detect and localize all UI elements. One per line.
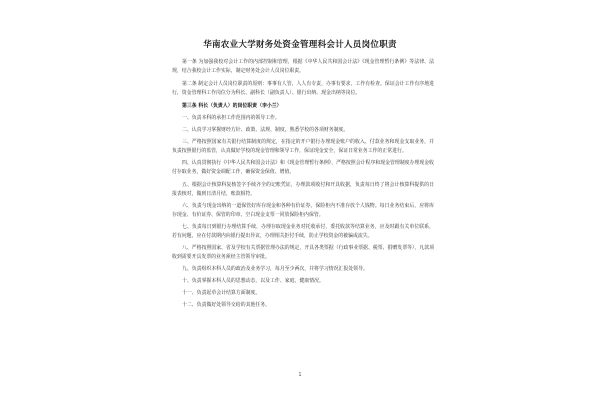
article-3-heading: 第三条 科长（负责人）的岗位职责（李小兰） [182,103,282,110]
duty-item: 六、负责与现金出纳的一道保管好库存现金和各种有价证券。保险柜内不准存放个人钱物。每日业务结束后，应将库存现金、有价证券、保管的印章、空白现金支票一同放保险柜内保管。 [172,202,434,218]
article-1: 第一条 为加强我校对会计工作的内部控制和管理，根据《中华人民共和国会计法》《现金管理暂行条例》等法律、法规，结合我校会计工作实际，制定财务处会计人员岗位职责。 [172,59,434,75]
document-title: 华南农业大学财务处资金管理科会计人员岗位职责 [203,40,397,50]
duty-item: 十、负责掌握本科人员的思想动态，以及工作、家庭、健康情况。 [182,277,324,284]
duty-item: 二、认真学习掌握财经方针、政策、法规、制度，熟悉学校的各项财务制度。 [182,127,349,134]
duty-item: 七、负责每日到银行办理结算手续，办理存取现金业务对托收承付，委托收款等结算业务，应及时跟有关单位联系，若有问题，应在付款期内向银行提出异议，办理相关拒付手续，防止学校资金的被骗或流失。 [172,223,434,239]
duty-item: 九、负责组织本科人员的政治及业务学习，每月至少两次，并将学习情况汇报处领导。 [182,265,368,272]
duty-item: 一、负责本科的承担工作范围内的领导工作。 [182,115,280,122]
duty-item: 三、严格按照国家有关银行结算制度的规定，在指定的开户银行办理现金账户的收入、付款业务和现金支取业务，并负责按照银行的监管，认真做好学校的现金管理和领导工作，保证现金安全，保证日常业务工作的正常进行。 [172,139,434,155]
duty-item: 八、严格按照国家、省及学校有关票据管理办法的规定，开具各类票据（行政事业票据、税票、捐赠发票等），凡款项收到需要开具发票的业务须经主管领导审批。 [172,244,434,260]
document-body [172,58,434,310]
duty-item: 四、认真贯彻执行《中华人民共和国会计法》和《现金管理暂行条例》，严格按照会计程序和现金管理制度办理现金收付存取业务，做好资金调配工作，确保资金保值、增值。 [172,160,434,176]
duty-item: 十一、负责起草会计结算方面制度。 [182,289,261,296]
duty-item: 十二、负责做好处领导交给的其他任务。 [182,302,271,309]
page-number: 1 [298,372,302,378]
duty-item: 五、根据会计核算科复核签字手续齐全的记账凭证，办理款项收付和开具收据，负责每日终了将会计核算科提供的日报表核对，做到日清月结，账款相符。 [172,181,434,197]
article-2: 第二条 制定会计人员岗位职责的原则：事事有人管，人人有专责，办事有要求，工作有检查。保证会计工作有序地进行，资金管理科工作岗位分为科长、副科长（副负责人）、银行出纳、现金出纳等岗位。 [172,81,434,97]
